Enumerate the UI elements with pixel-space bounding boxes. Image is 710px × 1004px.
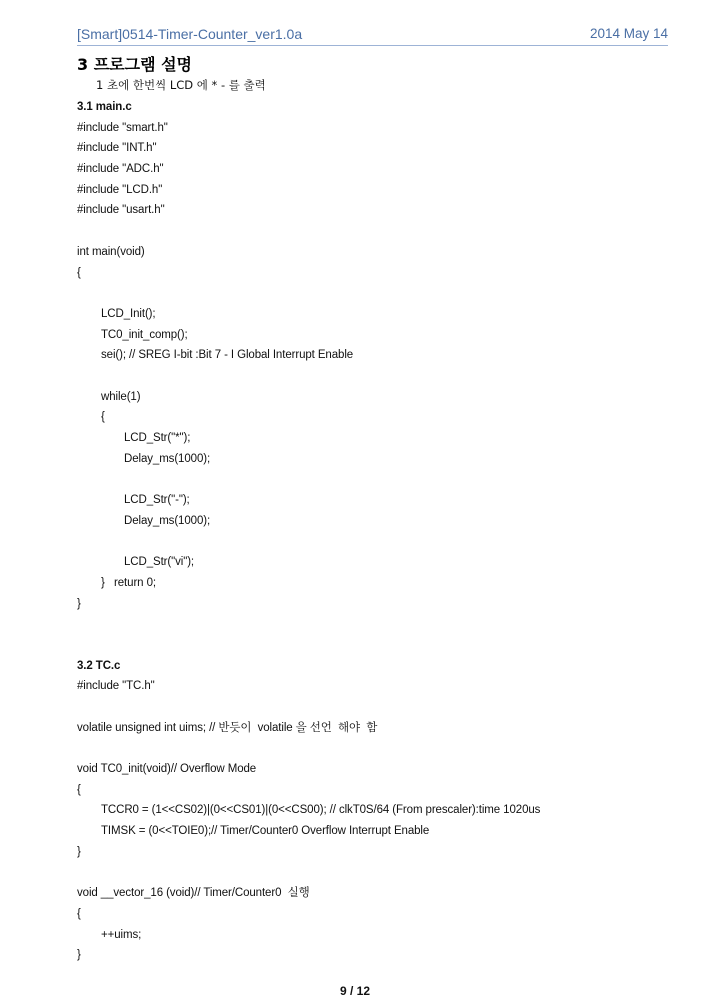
code-line: } <box>77 845 81 858</box>
code-line: #include "INT.h" <box>77 142 157 155</box>
code-line: void __vector_16 (void)// Timer/Counter0 실행 <box>77 887 310 900</box>
code-line <box>77 283 677 304</box>
code-line: } return 0; <box>101 576 156 589</box>
code-line: #include "ADC.h" <box>77 163 164 176</box>
code-line: LCD_Init(); <box>101 307 156 320</box>
subsection-heading: 3.1 main.c <box>77 101 132 113</box>
section-heading: 3 프로그램 설명 <box>77 55 193 74</box>
code-line: volatile unsigned int uims; // 반듯이 volatile 을 선언 해야 함 <box>77 721 378 734</box>
page-header <box>77 26 668 44</box>
code-line: sei(); // SREG I-bit :Bit 7 - I Global Interrupt Enable <box>101 349 354 362</box>
code-line <box>77 697 677 718</box>
code-line: TIMSK = (0<<TOIE0);// Timer/Counter0 Overflow Interrupt Enable <box>101 825 430 838</box>
header-divider <box>77 45 668 46</box>
code-line: LCD_Str("-"); <box>124 494 190 507</box>
code-line <box>77 531 677 552</box>
code-line: #include "smart.h" <box>77 121 168 134</box>
section-intro: 1 초에 한번씩 LCD 에 * - 를 출력 <box>96 78 266 92</box>
code-line <box>77 614 677 635</box>
code-line: } <box>77 597 81 610</box>
page-number: 9 / 12 <box>339 984 371 998</box>
code-line: { <box>77 907 81 920</box>
code-line: { <box>101 411 105 424</box>
code-listing <box>77 97 677 966</box>
code-line <box>77 469 677 490</box>
code-line: } <box>77 949 81 962</box>
code-line: #include "TC.h" <box>77 680 155 693</box>
code-line: #include "usart.h" <box>77 204 165 217</box>
code-line: LCD_Str("*"); <box>124 432 191 444</box>
code-line <box>77 738 677 759</box>
code-line: Delay_ms(1000); <box>124 452 211 465</box>
header-date: 2014 May 14 <box>589 26 668 41</box>
code-line: TC0_init_comp(); <box>101 328 188 341</box>
code-line: { <box>77 783 81 796</box>
code-line: { <box>77 266 81 279</box>
code-line <box>77 366 677 387</box>
code-line: TCCR0 = (1<<CS02)|(0<<CS01)|(0<<CS00); // clkT0S/64 (From prescaler):time 1020us <box>101 804 541 817</box>
code-line: while(1) <box>101 390 141 403</box>
code-line: Delay_ms(1000); <box>124 514 211 527</box>
code-line <box>77 221 677 242</box>
code-line: ++uims; <box>101 928 142 941</box>
code-line: #include "LCD.h" <box>77 183 163 196</box>
code-line: int main(void) <box>77 245 145 258</box>
code-line: void TC0_init(void)// Overflow Mode <box>77 763 257 775</box>
code-line: LCD_Str("vi"); <box>124 556 195 569</box>
subsection-heading: 3.2 TC.c <box>77 659 121 672</box>
header-document-title: [Smart]0514-Timer-Counter_ver1.0a <box>77 26 303 42</box>
code-line <box>77 635 677 656</box>
code-line <box>77 862 677 883</box>
